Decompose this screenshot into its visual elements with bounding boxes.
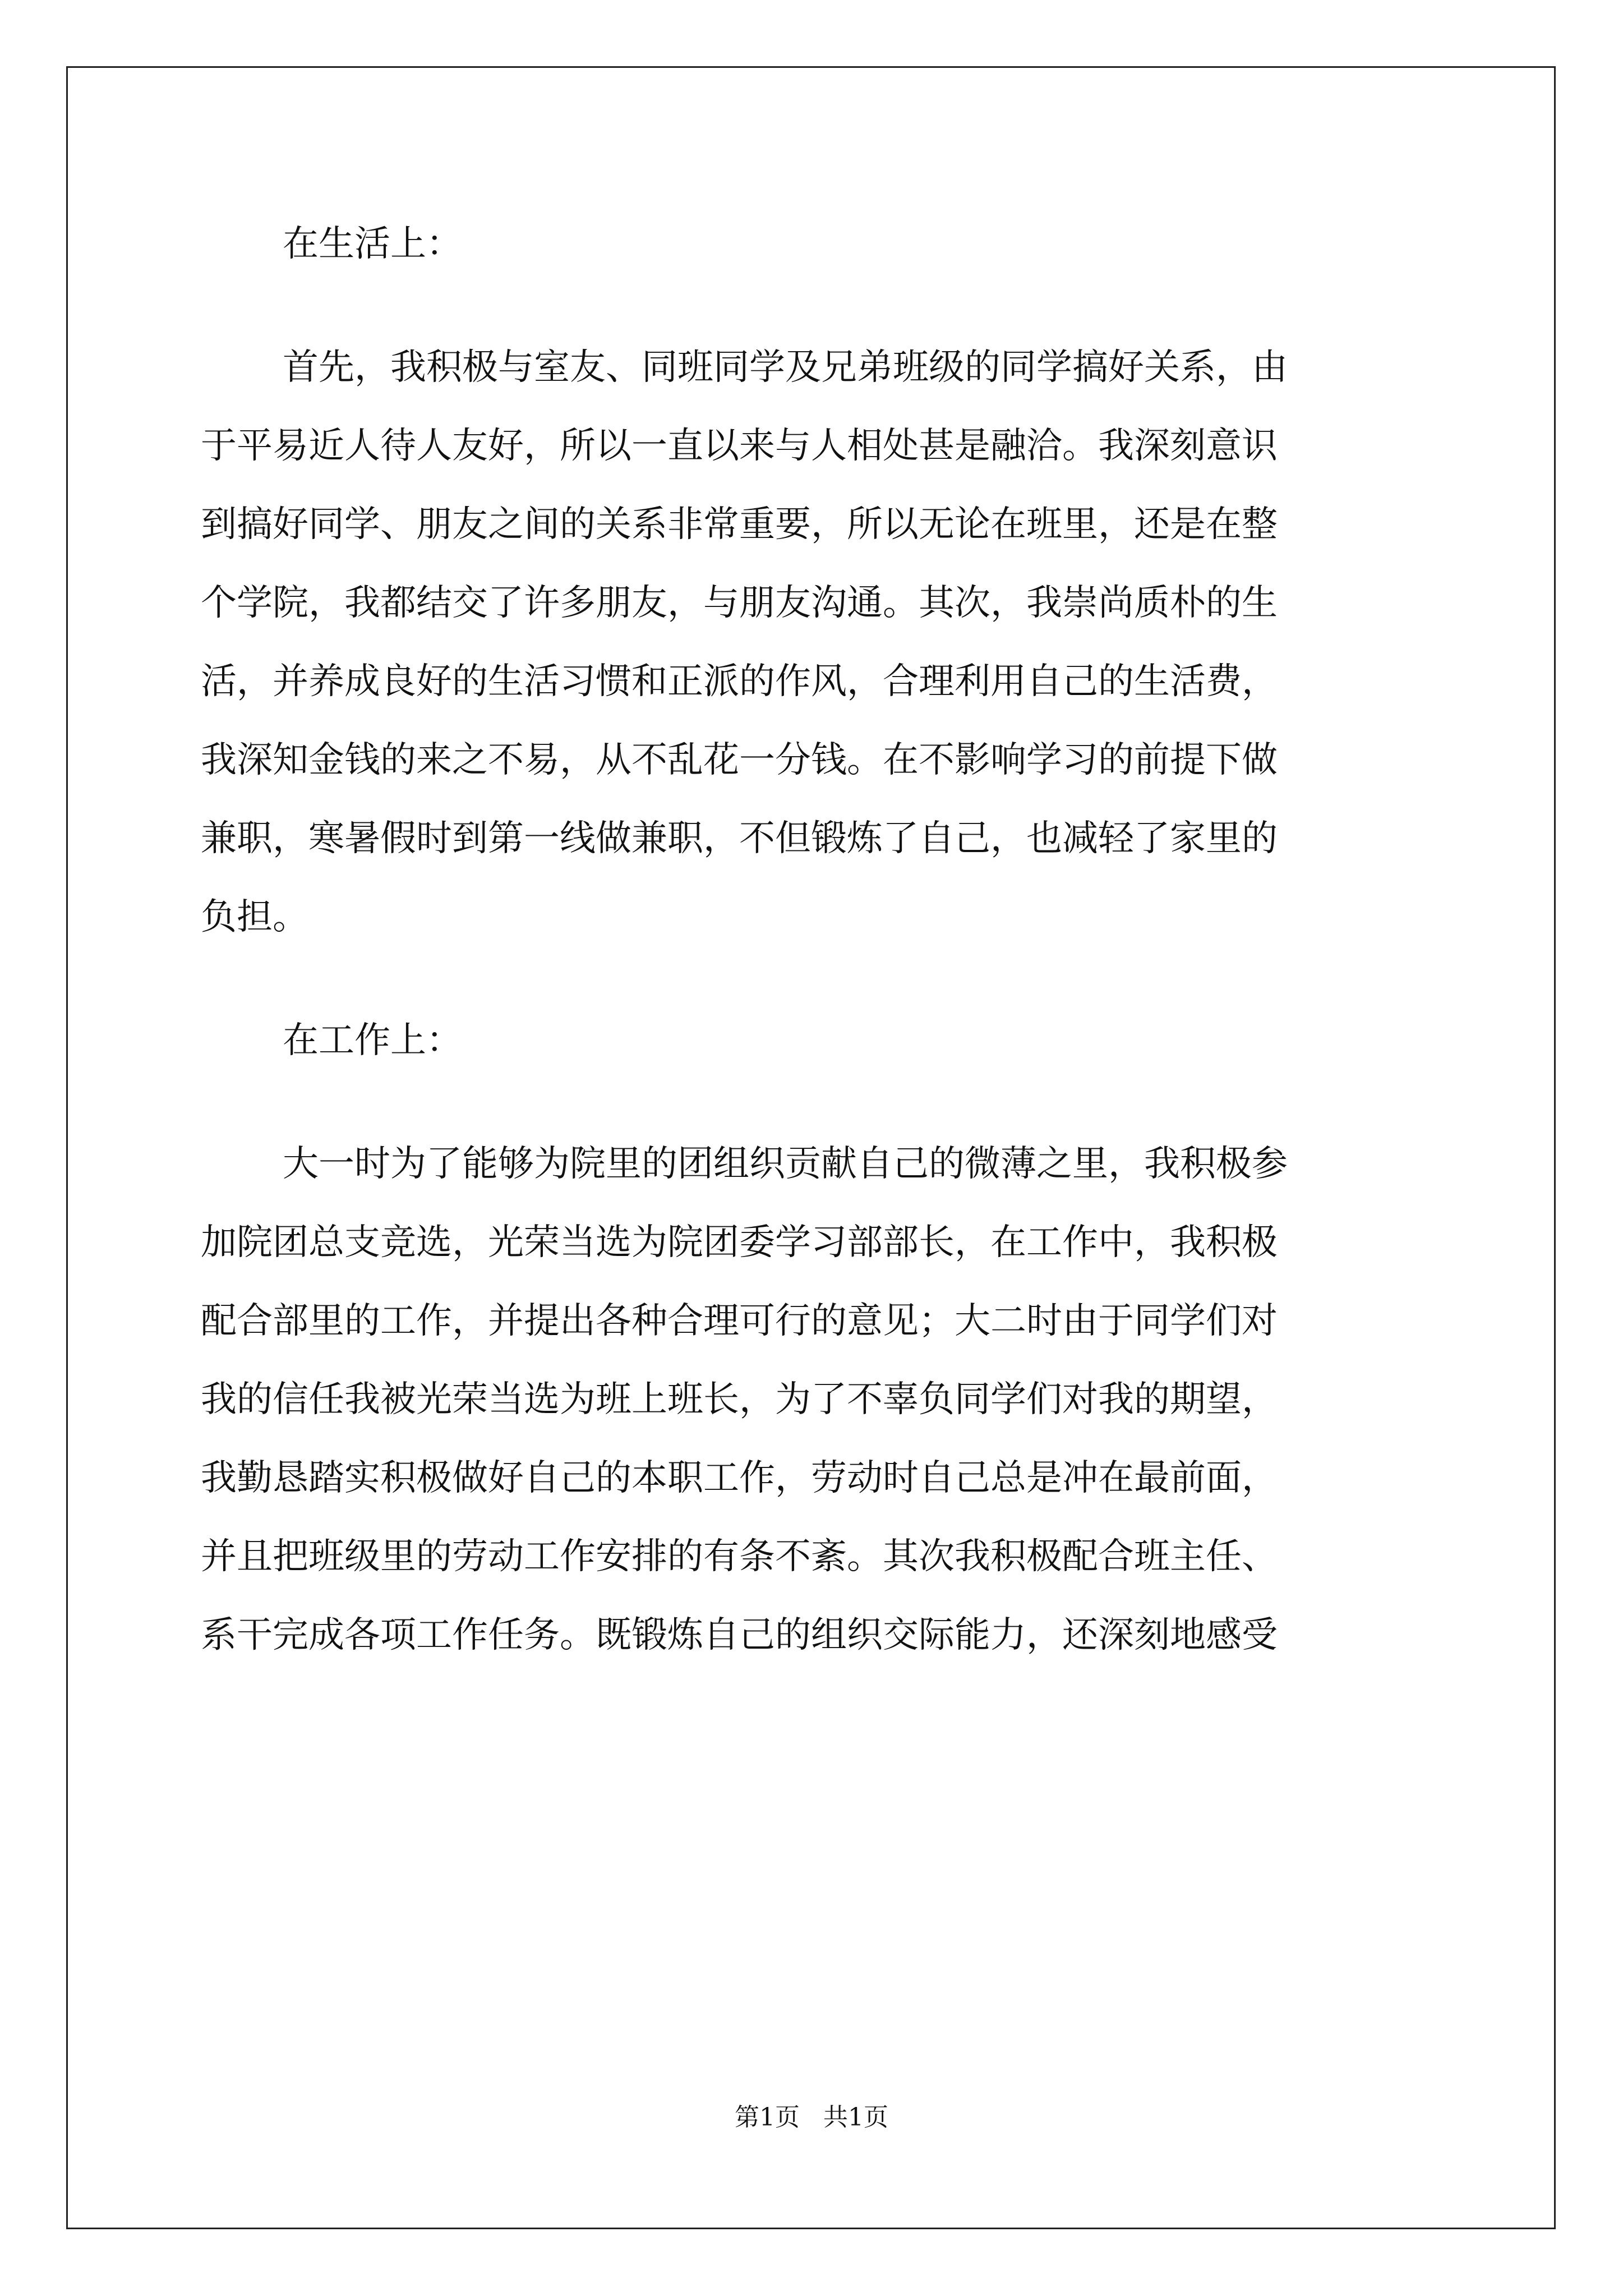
text-line: 到搞好同学、朋友之间的关系非常重要，所以无论在班里，还是在整 — [201, 504, 1278, 545]
document-body — [201, 205, 1435, 1719]
text-line: 兼职，寒暑假时到第一线做兼职，不但锻炼了自己，也减轻了家里的 — [201, 818, 1278, 859]
text-line: 首先，我积极与室友、同班同学及兄弟班级的同学搞好关系，由 — [283, 347, 1288, 388]
text-line: 活，并养成良好的生活习惯和正派的作风，合理利用自己的生活费， — [201, 661, 1278, 702]
paragraph-work — [201, 1125, 1435, 1674]
text-line: 负担。 — [201, 896, 308, 938]
text-line: 配合部里的工作，并提出各种合理可行的意见；大二时由于同学们对 — [201, 1300, 1278, 1342]
text-line: 我的信任我被光荣当选为班上班长，为了不辜负同学们对我的期望， — [201, 1379, 1278, 1420]
paragraph-life — [201, 328, 1435, 956]
text-line: 并且把班级里的劳动工作安排的有条不紊。其次我积极配合班主任、 — [201, 1536, 1278, 1577]
section-heading-life: 在生活上： — [283, 223, 462, 265]
page-footer: 第1页 共1页 — [735, 2103, 888, 2132]
text-line: 大一时为了能够为院里的团组织贡献自己的微薄之里，我积极参 — [283, 1143, 1288, 1185]
text-line: 加院团总支竞选，光荣当选为院团委学习部部长，在工作中，我积极 — [201, 1222, 1278, 1263]
text-line: 我深知金钱的来之不易，从不乱花一分钱。在不影响学习的前提下做 — [201, 739, 1278, 781]
section-heading-work: 在工作上： — [283, 1020, 462, 1061]
text-line: 于平易近人待人友好，所以一直以来与人相处甚是融洽。我深刻意识 — [201, 425, 1278, 467]
text-line: 个学院，我都结交了许多朋友，与朋友沟通。其次，我崇尚质朴的生 — [201, 582, 1278, 624]
text-line: 系干完成各项工作任务。既锻炼自己的组织交际能力，还深刻地感受 — [201, 1614, 1278, 1656]
text-line: 我勤恳踏实积极做好自己的本职工作，劳动时自己总是冲在最前面， — [201, 1457, 1278, 1499]
